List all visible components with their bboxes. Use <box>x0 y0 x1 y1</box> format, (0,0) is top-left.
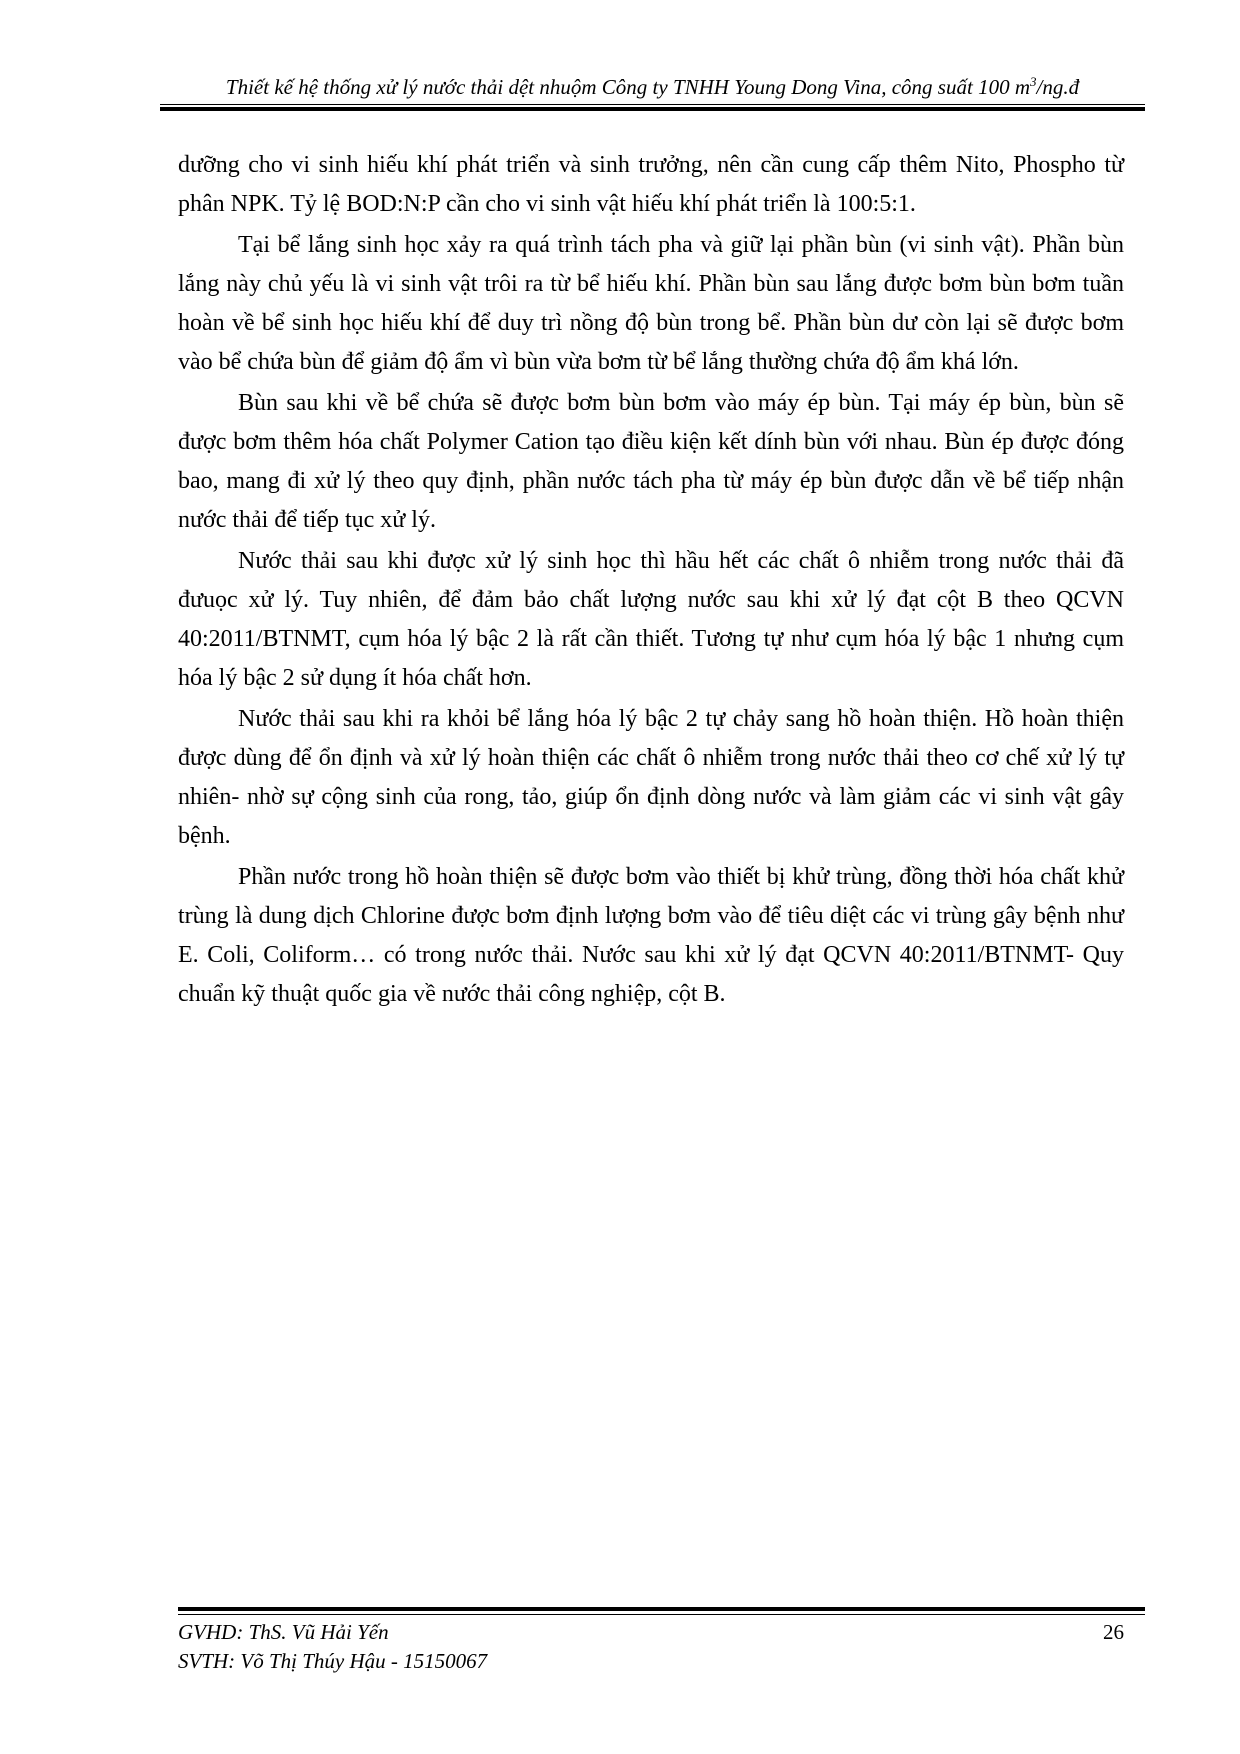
header-title: Thiết kế hệ thống xử lý nước thải dệt nhuộm Công ty TNHH Young Dong Vina, công suất 100 m <box>225 75 1030 99</box>
header-rule-thick <box>160 107 1145 111</box>
document-body <box>178 146 1124 1016</box>
header-title-suffix: /ng.đ <box>1036 75 1080 99</box>
paragraph: Nước thải sau khi được xử lý sinh học thì hầu hết các chất ô nhiễm trong nước thải đã đưuọc xử lý. Tuy nhiên, để đảm bảo chất lượng nước sau khi xử lý đạt cột B theo QCVN 40:2011/BTNMT, cụm hóa lý bậc 2 là rất cần thiết. Tương tự như cụm hóa lý bậc 1 nhưng cụm hóa lý bậc 2 sử dụng ít hóa chất hơn. <box>178 548 1124 691</box>
header-rule-thin <box>160 104 1145 105</box>
paragraph: dưỡng cho vi sinh hiếu khí phát triển và sinh trưởng, nên cần cung cấp thêm Nito, Phospho từ phân NPK. Tỷ lệ BOD:N:P cần cho vi sinh vật hiếu khí phát triển là 100:5:1. <box>178 152 1124 217</box>
page-footer <box>178 1618 1124 1676</box>
footer-rule-thin <box>178 1614 1145 1615</box>
paragraph: Nước thải sau khi ra khỏi bể lắng hóa lý bậc 2 tự chảy sang hồ hoàn thiện. Hồ hoàn thiện được dùng để ổn định và xử lý hoàn thiện các chất ô nhiễm trong nước thải theo cơ chế xử lý tự nhiên- nhờ sự cộng sinh của rong, tảo, giúp ổn định dòng nước và làm giảm các vi sinh vật gây bệnh. <box>178 706 1124 849</box>
paragraph: Tại bể lắng sinh học xảy ra quá trình tách pha và giữ lại phần bùn (vi sinh vật). Phần bùn lắng này chủ yếu là vi sinh vật trôi ra từ bể hiếu khí. Phần bùn sau lắng được bơm bùn bơm tuần hoàn về bể sinh học hiếu khí để duy trì nồng độ bùn trong bể. Phần bùn dư còn lại sẽ được bơm vào bể chứa bùn để giảm độ ẩm vì bùn vừa bơm từ bể lắng thường chứa độ ẩm khá lớn. <box>178 232 1124 375</box>
footer-student: SVTH: Võ Thị Thúy Hậu - 15150067 <box>178 1649 488 1673</box>
page-header <box>160 74 1145 100</box>
paragraph: Bùn sau khi về bể chứa sẽ được bơm bùn bơm vào máy ép bùn. Tại máy ép bùn, bùn sẽ được bơm thêm hóa chất Polymer Cation tạo điều kiện kết dính bùn với nhau. Bùn ép được đóng bao, mang đi xử lý theo quy định, phần nước tách pha từ máy ép bùn được dẫn về bể tiếp nhận nước thải để tiếp tục xử lý. <box>178 390 1124 533</box>
page-number: 26 <box>1103 1620 1124 1644</box>
header-title-superscript: 3 <box>1029 74 1037 89</box>
footer-supervisor: GVHD: ThS. Vũ Hải Yến <box>178 1620 389 1644</box>
footer-rule-thick <box>178 1607 1145 1611</box>
paragraph: Phần nước trong hồ hoàn thiện sẽ được bơm vào thiết bị khử trùng, đồng thời hóa chất khử trùng là dung dịch Chlorine được bơm định lượng bơm vào để tiêu diệt các vi trùng gây bệnh như E. Coli, Coliform… có trong nước thải. Nước sau khi xử lý đạt QCVN 40:2011/BTNMT- Quy chuẩn kỹ thuật quốc gia về nước thải công nghiệp, cột B. <box>178 864 1124 1007</box>
